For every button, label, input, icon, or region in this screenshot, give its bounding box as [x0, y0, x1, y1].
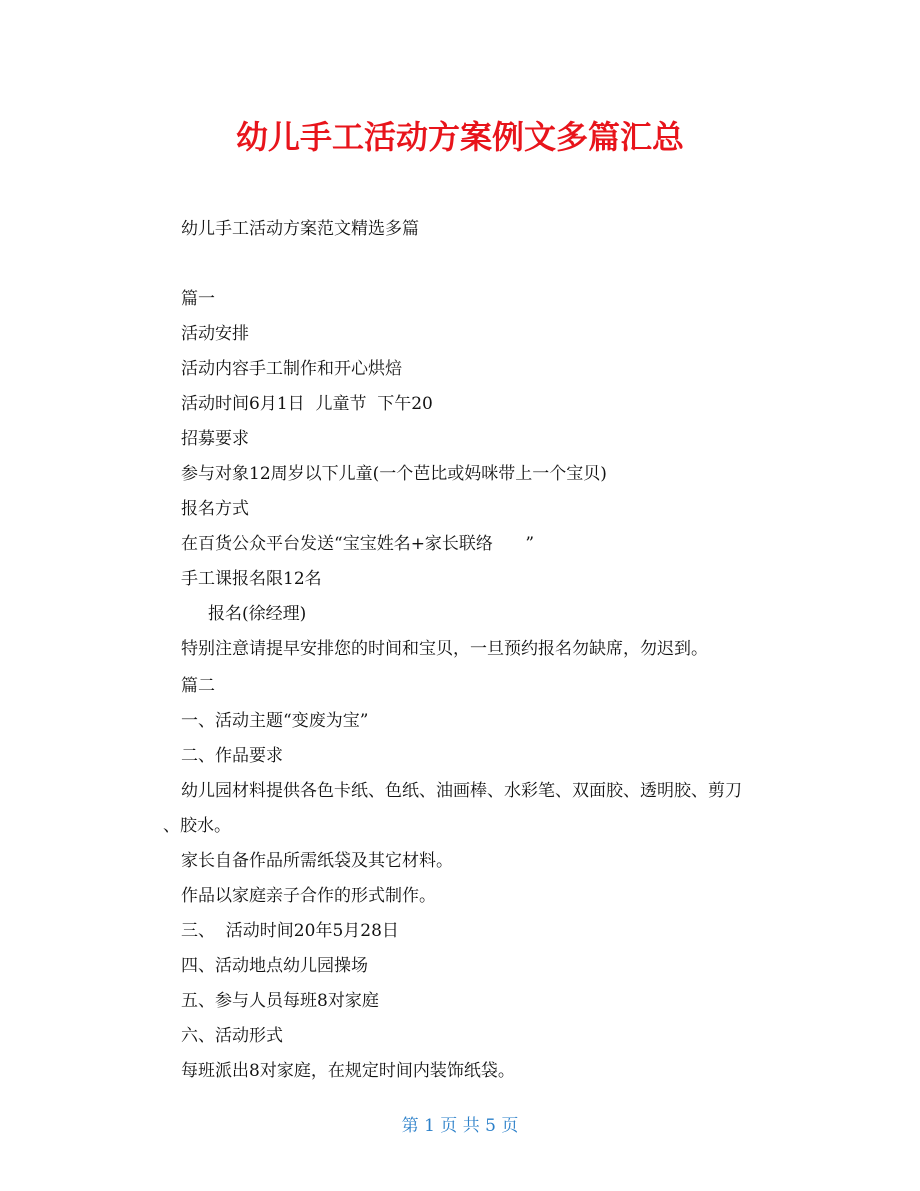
page-number-footer: 第 1 页 共 5 页	[401, 1116, 519, 1136]
paragraph-line: 招募要求	[181, 429, 249, 449]
paragraph-line: 在百货公众平台发送“宝宝姓名+家长联络 ”	[181, 534, 535, 554]
paragraph-line: 五、参与人员每班8对家庭	[181, 991, 379, 1011]
paragraph-line: 活动时间6月1日 儿童节 下午20	[181, 394, 433, 414]
section-heading-1: 篇一	[181, 289, 215, 309]
paragraph-line: 一、活动主题“变废为宝”	[181, 711, 369, 731]
paragraph-line: 参与对象12周岁以下儿童(一个芭比或妈咪带上一个宝贝)	[181, 464, 607, 484]
paragraph-line: 报名(徐经理)	[208, 604, 307, 624]
paragraph-line: 作品以家庭亲子合作的形式制作。	[181, 886, 436, 906]
paragraph-line: 三、 活动时间20年5月28日	[181, 921, 399, 941]
document-subtitle: 幼儿手工活动方案范文精选多篇	[181, 219, 419, 239]
paragraph-line: 每班派出8对家庭，在规定时间内装饰纸袋。	[181, 1061, 515, 1081]
paragraph-line: 家长自备作品所需纸袋及其它材料。	[181, 851, 453, 871]
paragraph-line: 二、作品要求	[181, 746, 283, 766]
paragraph-line: 六、活动形式	[181, 1026, 283, 1046]
section-heading-2: 篇二	[181, 676, 215, 696]
paragraph-line: 、胶水。	[163, 816, 231, 836]
document-title: 幼儿手工活动方案例文多篇汇总	[235, 118, 684, 156]
paragraph-line: 特别注意请提早安排您的时间和宝贝，一旦预约报名勿缺席，勿迟到。	[181, 639, 708, 659]
paragraph-line: 活动内容手工制作和开心烘焙	[181, 359, 402, 379]
paragraph-line: 报名方式	[181, 499, 249, 519]
paragraph-line: 活动安排	[181, 324, 249, 344]
paragraph-line: 幼儿园材料提供各色卡纸、色纸、油画棒、水彩笔、双面胶、透明胶、剪刀	[181, 781, 742, 801]
paragraph-line: 四、活动地点幼儿园操场	[181, 956, 368, 976]
paragraph-line: 手工课报名限12名	[181, 569, 322, 589]
